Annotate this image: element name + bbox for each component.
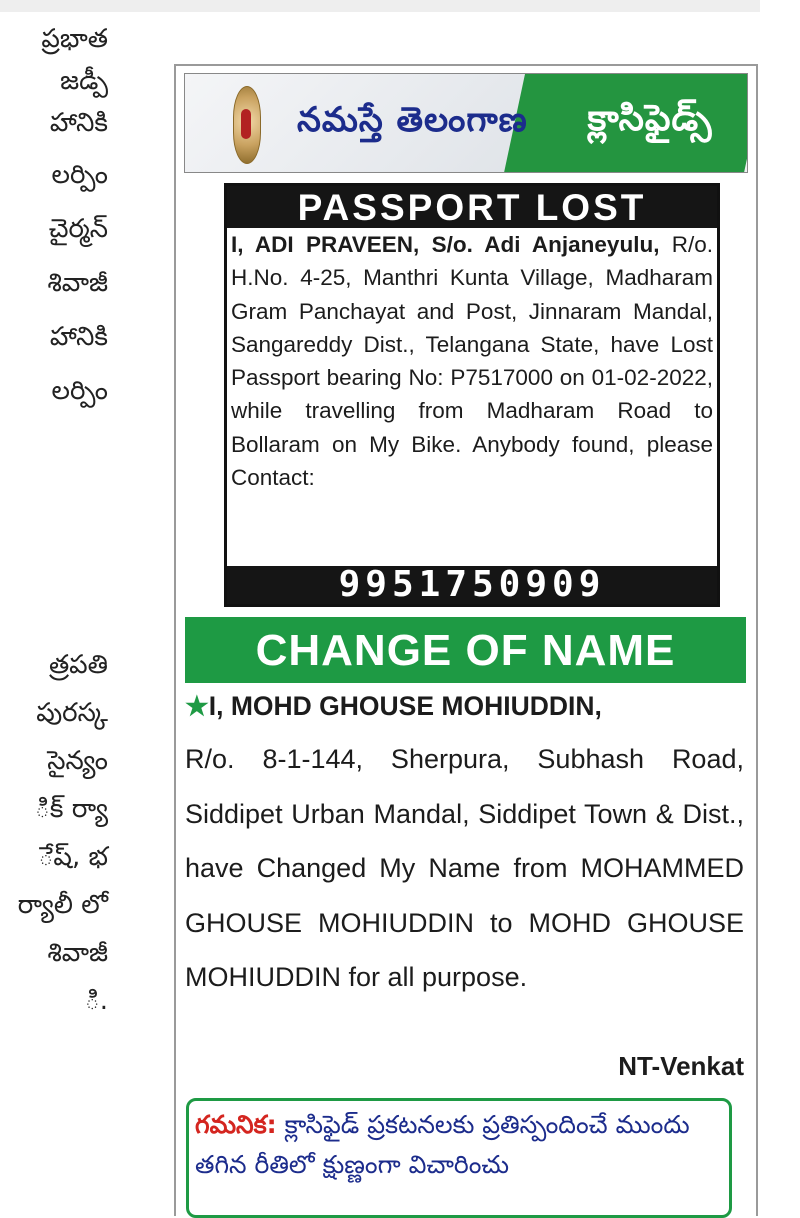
article-line: హానికి (49, 108, 108, 138)
classifieds-card (174, 64, 758, 1216)
notice-label: గమనిక: (195, 1110, 277, 1139)
article-line: చైర్మన్ (48, 214, 108, 244)
article-line: ేష్, భ (38, 842, 108, 872)
applicant-name: I, MOHD GHOUSE MOHIUDDIN, (208, 691, 602, 721)
article-line: ర్యాలీ లో (17, 890, 108, 920)
emblem-icon (233, 86, 261, 164)
ad-body (227, 228, 717, 494)
article-line: ిక్ ర్యా (34, 794, 108, 824)
classifieds-header-banner (184, 73, 748, 173)
article-line: సైన్యం (47, 746, 108, 776)
ad-first-line: I, ADI PRAVEEN, S/o. Adi Anjaneyulu, (231, 232, 660, 257)
change-of-name-title: CHANGE OF NAME (185, 617, 746, 683)
ad-body-text: R/o. 8-1-144, Sherpura, Subhash Road, Siddipet Urban Mandal, Siddipet Town & Dist., have Changed My Name from MOHAMMED GHOUSE MOHIUDDIN to MOHD GHOUSE MOHIUDDIN for all purpose. (185, 744, 744, 992)
article-line: శివాజీ (47, 268, 108, 298)
star-icon: ★ (185, 691, 209, 721)
article-line: త్రపతి (48, 650, 108, 680)
notice-box (186, 1098, 732, 1218)
article-line: ప్రభాత (41, 24, 108, 54)
ad-first-line (185, 684, 744, 728)
article-line: హానికి (49, 322, 108, 352)
article-line: శివాజీ (47, 938, 108, 968)
newspaper-brand: నమస్తే తెలంగాణ (297, 100, 528, 140)
contact-phone: 9951750909 (227, 566, 717, 604)
ad-title: PASSPORT LOST (227, 186, 717, 228)
passport-lost-ad (224, 183, 720, 607)
change-of-name-ad (185, 684, 744, 1005)
notice-text: క్లాసిఫైడ్ ప్రకటనలకు ప్రతిస్పందించే ముందు తగిన రీతిలో క్షుణ్ణంగా విచారించు (195, 1110, 690, 1179)
article-line: పురస్క (36, 698, 108, 728)
article-line: ి. (84, 986, 108, 1016)
article-line: లర్పిం (51, 376, 108, 406)
left-article-column (0, 0, 160, 1201)
section-title: క్లాసిఫైడ్స్ (587, 98, 713, 139)
article-line: లర్పిం (51, 160, 108, 190)
ad-signature: NT-Venkat (618, 1051, 744, 1081)
article-line: జడ్పీ (60, 66, 108, 96)
ad-body-text: R/o. H.No. 4-25, Manthri Kunta Village, Madharam Gram Panchayat and Post, Jinnaram Mandal, Sangareddy Dist., Telangana State, have Lost Passport bearing No: P7517000 on 01-02-2022, while travelling from Madharam Road to Bollaram on My Bike. Anybody found, please Contact: (231, 232, 713, 491)
